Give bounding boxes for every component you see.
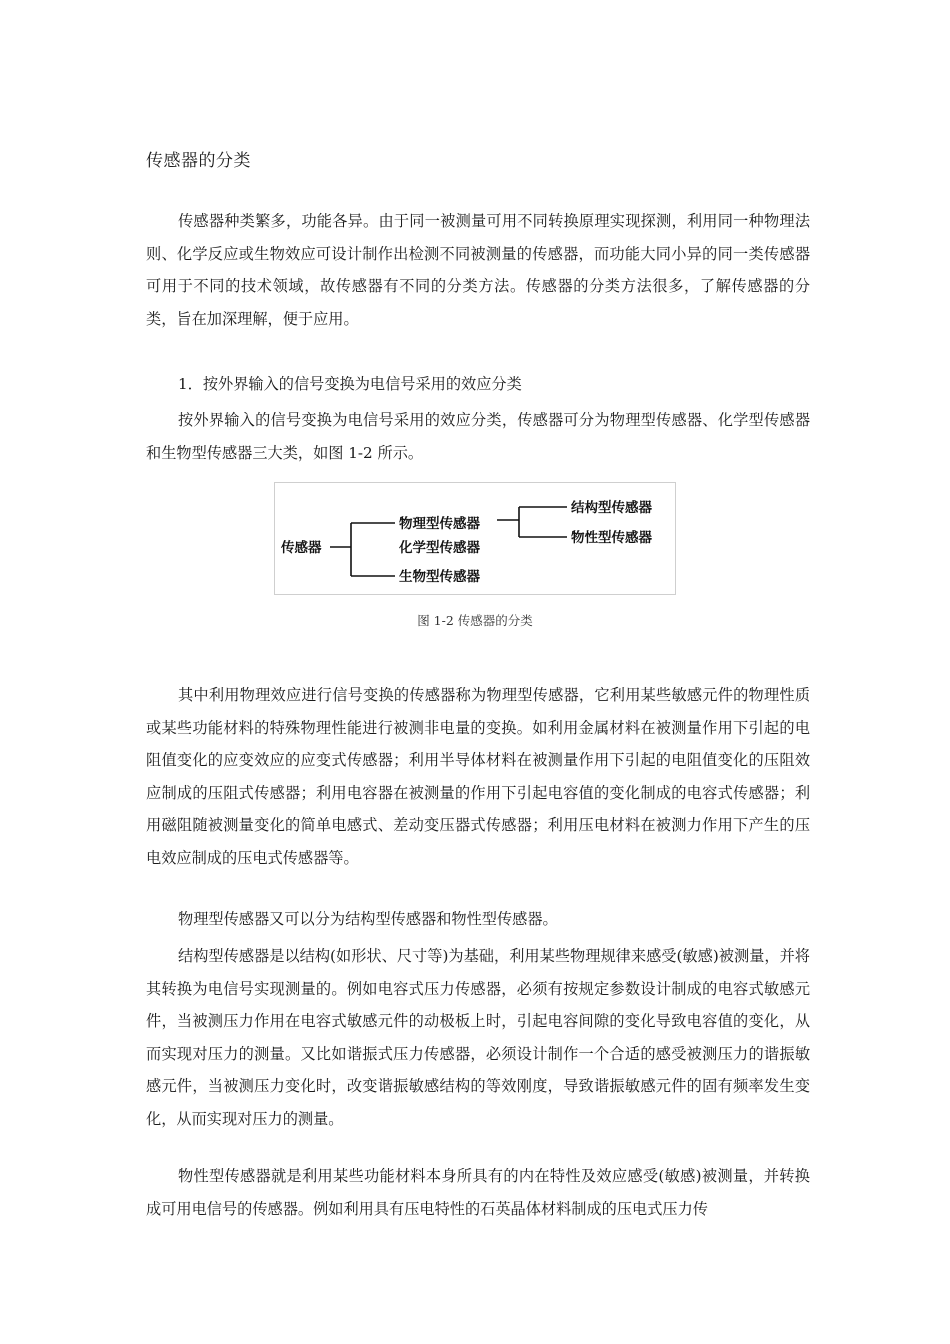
tree-node-property: 物性型传感器: [571, 530, 652, 546]
tree-root-label: 传感器: [281, 540, 322, 556]
section-paragraph: 按外界输入的信号变换为电信号采用的效应分类，传感器可分为物理型传感器、化学型传感器和生物型传感器三大类，如图 1-2 所示。: [146, 411, 810, 462]
structural-type-paragraph: 结构型传感器是以结构(如形状、尺寸等)为基础，利用某些物理规律来感受(敏感)被测量，并将其转换为电信号实现测量的。例如电容式压力传感器，必须有按规定参数设计制成的电容式敏感元件，当被测压力作用在电容式敏感元件的动极板上时，引起电容间隙的变化导致电容值的变化，从而实现对压力的测量。又比如谐振式压力传感器，必须设计制作一个合适的感受被测压力的谐振敏感元件，当被测压力变化时，改变谐振敏感结构的等效刚度，导致谐振敏感元件的固有频率发生变化，从而实现对压力的测量。: [146, 947, 810, 1128]
property-type-paragraph: 物性型传感器就是利用某些功能材料本身所具有的内在特性及效应感受(敏感)被测量，并转换成可用电信号的传感器。例如利用具有压电特性的石英晶体材料制成的压电式压力传: [146, 1167, 810, 1218]
subtype-paragraph: 物理型传感器又可以分为结构型传感器和物性型传感器。: [178, 910, 558, 928]
classification-tree: [275, 483, 675, 594]
figure-caption: 图 1-2 传感器的分类: [417, 613, 533, 628]
physical-type-paragraph: 其中利用物理效应进行信号变换的传感器称为物理型传感器，它利用某些敏感元件的物理性质或某些功能材料的特殊物理性能进行被测非电量的变换。如利用金属材料在被测量作用下引起的电阻值变化的应变效应的应变式传感器；利用半导体材料在被测量作用下引起的电阻值变化的压阻效应制成的压阻式传感器；利用电容器在被测量的作用下引起电容值的变化制成的电容式传感器；利用磁阻随被测量变化的简单电感式、差动变压器式传感器；利用压电材料在被测力作用下产生的压电效应制成的压电式传感器等。: [146, 686, 810, 867]
classification-diagram: [274, 482, 676, 595]
tree-node-structural: 结构型传感器: [571, 500, 652, 516]
intro-paragraph: 传感器种类繁多，功能各异。由于同一被测量可用不同转换原理实现探测，利用同一种物理法则、化学反应或生物效应可设计制作出检测不同被测量的传感器，而功能大同小异的同一类传感器可用于不同的技术领域，故传感器有不同的分类方法。传感器的分类方法很多，了解传感器的分类，旨在加深理解，便于应用。: [146, 212, 810, 328]
section-heading: 1．按外界输入的信号变换为电信号采用的效应分类: [178, 375, 522, 393]
tree-node-biological: 生物型传感器: [399, 569, 480, 585]
tree-node-physical: 物理型传感器: [399, 516, 480, 532]
tree-node-chemical: 化学型传感器: [399, 540, 480, 556]
page-title: 传感器的分类: [146, 151, 251, 171]
